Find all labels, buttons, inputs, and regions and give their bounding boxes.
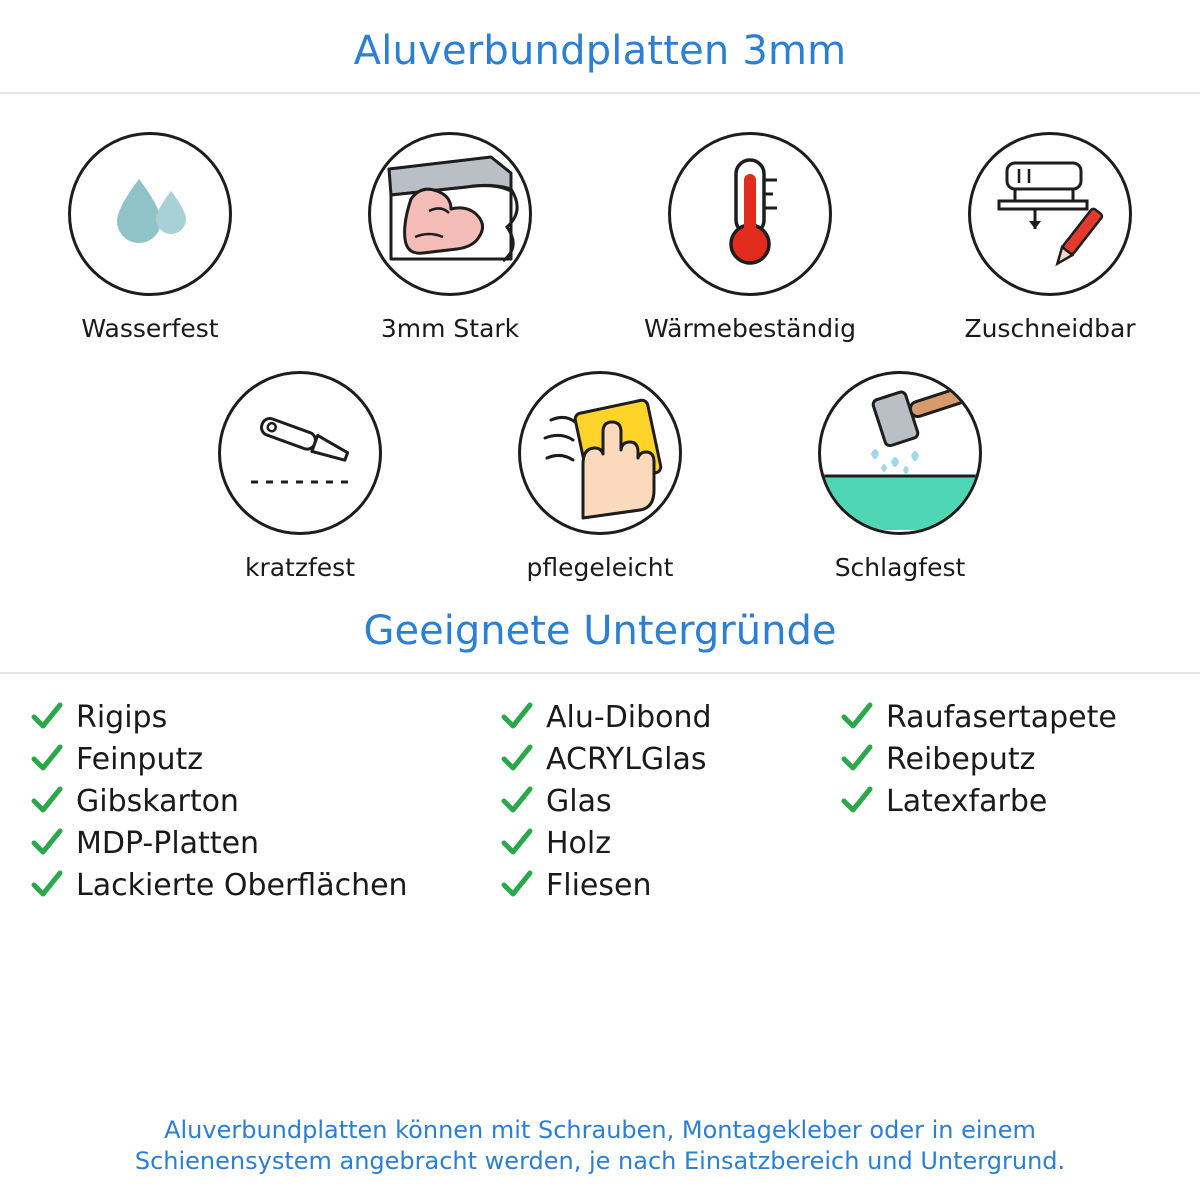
list-item-label: Feinputz	[76, 741, 203, 777]
feature-waermebestaendig	[600, 132, 900, 343]
feature-label: Wasserfest	[81, 314, 219, 343]
feature-3mm-stark	[300, 132, 600, 343]
list-item	[500, 738, 840, 780]
list-item-label: Reibeputz	[886, 741, 1036, 777]
check-mark-icon	[30, 868, 64, 902]
list-item	[500, 780, 840, 822]
list-item-label: ACRYLGlas	[546, 741, 707, 777]
list-item	[840, 780, 1170, 822]
list-item	[30, 780, 500, 822]
check-mark-icon	[840, 784, 874, 818]
feature-zuschneidbar	[900, 132, 1200, 343]
list-item	[500, 822, 840, 864]
feature-label: 3mm Stark	[380, 314, 520, 343]
check-mark-icon	[30, 826, 64, 860]
list-item-label: Holz	[546, 825, 611, 861]
check-mark-icon	[500, 700, 534, 734]
check-mark-icon	[500, 784, 534, 818]
feature-label: kratzfest	[244, 553, 355, 582]
list-item-label: Latexfarbe	[886, 783, 1048, 819]
feature-label: Wärmebeständig	[644, 314, 856, 343]
substrates-column-3	[840, 696, 1170, 906]
check-mark-icon	[840, 700, 874, 734]
list-item	[30, 822, 500, 864]
feature-schlagfest	[750, 371, 1050, 582]
list-item	[840, 696, 1170, 738]
list-item-label: Gibskarton	[76, 783, 239, 819]
water-drops-icon	[95, 157, 205, 271]
list-item	[500, 864, 840, 906]
substrates-list	[0, 674, 1200, 906]
footer-note-line1: Aluverbundplatten können mit Schrauben, Montagekleber oder in einem	[164, 1115, 1036, 1144]
features-row-2	[0, 371, 1200, 582]
list-item-label: Lackierte Oberflächen	[76, 867, 408, 903]
feature-label: pflegeleicht	[526, 553, 674, 582]
substrates-column-2	[500, 696, 840, 906]
list-item	[840, 738, 1170, 780]
feature-icon-circle	[218, 371, 382, 535]
substrates-column-1	[30, 696, 500, 906]
feature-icon-circle	[368, 132, 532, 296]
footer-note-line2: Schienensystem angebracht werden, je nach Einsatzbereich und Untergrund.	[134, 1147, 1066, 1176]
check-mark-icon	[500, 826, 534, 860]
list-item	[30, 864, 500, 906]
list-item	[30, 738, 500, 780]
list-item-label: Rigips	[76, 699, 168, 735]
feature-label: Zuschneidbar	[964, 314, 1136, 343]
feature-kratzfest	[150, 371, 450, 582]
feature-label: Schlagfest	[834, 553, 966, 582]
footer-note	[0, 1115, 1200, 1178]
check-mark-icon	[500, 868, 534, 902]
feature-icon-circle	[68, 132, 232, 296]
hammer-impact-icon	[821, 372, 979, 534]
features-section	[0, 94, 1200, 582]
cleaning-hand-icon	[521, 372, 679, 534]
feature-icon-circle	[818, 371, 982, 535]
page-title: Aluverbundplatten 3mm	[353, 28, 847, 74]
list-item-label: Raufasertapete	[886, 699, 1117, 735]
scratch-knife-icon	[235, 386, 365, 520]
check-mark-icon	[840, 742, 874, 776]
list-item	[500, 696, 840, 738]
list-item	[30, 696, 500, 738]
jigsaw-cutter-icon	[985, 147, 1115, 281]
feature-pflegeleicht	[450, 371, 750, 582]
list-item-label: Alu-Dibond	[546, 699, 712, 735]
strong-arm-icon	[371, 133, 529, 295]
list-item-label: Fliesen	[546, 867, 652, 903]
check-mark-icon	[30, 742, 64, 776]
list-item-label: MDP-Platten	[76, 825, 260, 861]
list-item-label: Glas	[546, 783, 612, 819]
feature-icon-circle	[668, 132, 832, 296]
check-mark-icon	[500, 742, 534, 776]
feature-icon-circle	[518, 371, 682, 535]
thermometer-icon	[695, 152, 805, 276]
feature-icon-circle	[968, 132, 1132, 296]
check-mark-icon	[30, 700, 64, 734]
features-row-1	[0, 132, 1200, 343]
feature-wasserfest	[0, 132, 300, 343]
check-mark-icon	[30, 784, 64, 818]
substrates-title: Geeignete Untergründe	[363, 608, 837, 654]
